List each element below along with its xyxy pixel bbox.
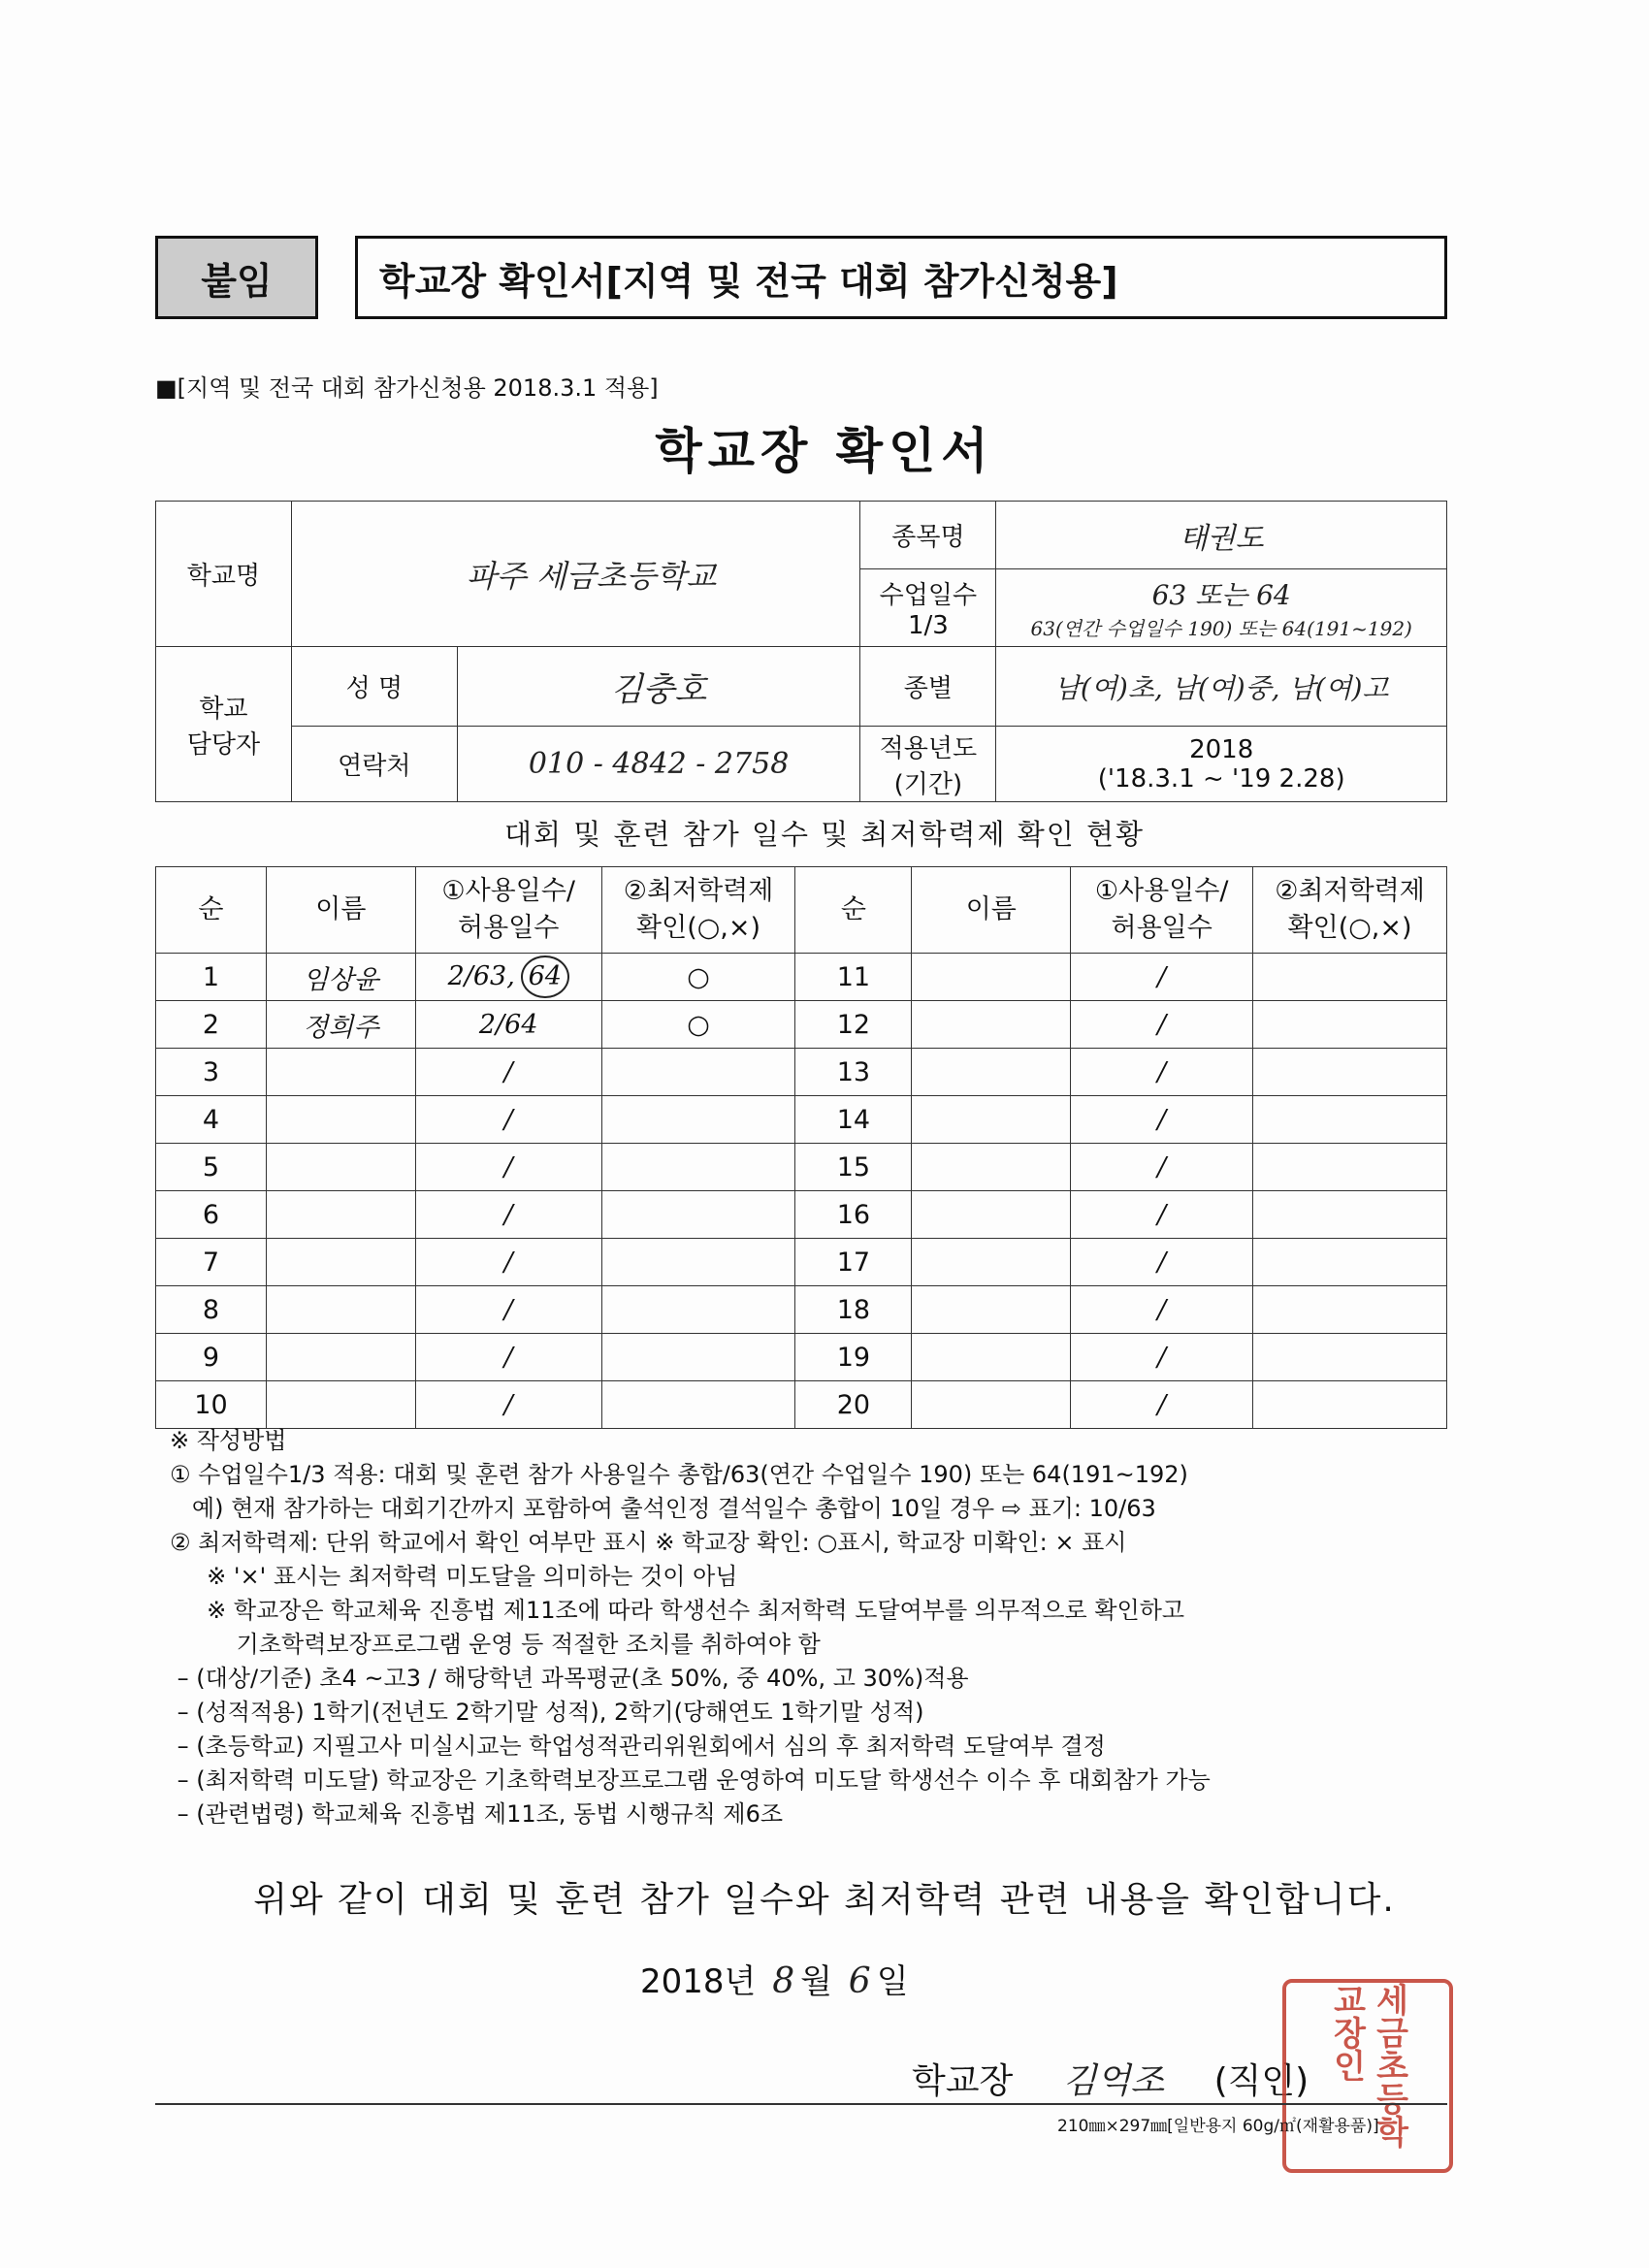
row-days	[415, 1049, 601, 1096]
row-no: 5	[156, 1144, 267, 1191]
note-line: ② 최저학력제: 단위 학교에서 확인 여부만 표시 ※ 학교장 확인: ○표시, 학교장 미확인: × 표시	[170, 1529, 1127, 1556]
row-days-value: 2/64	[478, 1009, 538, 1040]
row-no: 2	[156, 1001, 267, 1049]
table-row	[156, 1191, 1447, 1239]
col-days-right-line1: ①사용일수/	[1094, 876, 1229, 906]
row-name	[266, 1334, 415, 1381]
table-row	[156, 1239, 1447, 1286]
row-days	[415, 1001, 601, 1049]
row-days	[415, 1239, 601, 1286]
row-check	[1253, 1096, 1447, 1144]
row-check	[601, 1096, 795, 1144]
row-check	[1253, 1286, 1447, 1334]
row-name: 정희주	[266, 1001, 415, 1049]
row-no: 15	[795, 1144, 912, 1191]
subheader: ■[지역 및 전국 대회 참가신청용 2018.3.1 적용]	[155, 374, 659, 402]
col-name-right: 이름	[912, 867, 1071, 954]
date-month: 8	[772, 1961, 795, 2001]
row-no: 12	[795, 1001, 912, 1049]
note-line: – (초등학교) 지필고사 미실시교는 학업성적관리위원회에서 심의 후 최저학력 도달여부 결정	[170, 1733, 1106, 1760]
row-days-value: /	[503, 1199, 513, 1230]
row-name	[912, 1096, 1071, 1144]
event-value: 태권도	[996, 502, 1447, 569]
row-days	[415, 1334, 601, 1381]
row-check: ○	[601, 1001, 795, 1049]
note-line: – (성적적용) 1학기(전년도 2학기말 성적), 2학기(당해연도 1학기말 성적)	[170, 1699, 924, 1726]
row-check	[1253, 1191, 1447, 1239]
col-min-left	[601, 867, 795, 954]
note-line: – (최저학력 미도달) 학교장은 기초학력보장프로그램 운영하여 미도달 학생선수 이수 후 대회참가 가능	[170, 1766, 1211, 1794]
row-no: 6	[156, 1191, 267, 1239]
note-line: ※ 작성방법	[170, 1427, 287, 1454]
participation-table	[155, 866, 1447, 1429]
row-days: /	[1071, 954, 1253, 1001]
row-name	[912, 1191, 1071, 1239]
row-days	[415, 1144, 601, 1191]
col-min-right	[1253, 867, 1447, 954]
school-days-value-note: 63(연간 수업일수 190) 또는 64(191~192)	[1030, 617, 1412, 640]
row-check	[601, 1191, 795, 1239]
row-no: 13	[795, 1049, 912, 1096]
row-no: 3	[156, 1049, 267, 1096]
row-days-value: /	[503, 1294, 513, 1325]
year-label	[860, 727, 996, 802]
table-row	[156, 1049, 1447, 1096]
table-row	[156, 1096, 1447, 1144]
note-line: ① 수업일수1/3 적용: 대회 및 훈련 참가 사용일수 총합/63(연간 수업일수 190) 또는 64(191~192)	[170, 1461, 1188, 1488]
school-name-label: 학교명	[156, 502, 292, 647]
section-title: 대회 및 훈련 참가 일수 및 최저학력제 확인 현황	[503, 818, 1145, 851]
confirmation-statement: 위와 같이 대회 및 훈련 참가 일수와 최저학력 관련 내용을 확인합니다.	[253, 1880, 1396, 1920]
col-no-left: 순	[156, 867, 267, 954]
row-days-value: /	[503, 1104, 513, 1135]
row-name	[266, 1381, 415, 1429]
row-no: 18	[795, 1286, 912, 1334]
row-check	[1253, 1144, 1447, 1191]
row-no: 20	[795, 1381, 912, 1429]
note-line: 기초학력보장프로그램 운영 등 적절한 조치를 취하여야 함	[170, 1631, 821, 1658]
row-days: /	[1071, 1049, 1253, 1096]
staff-name-label: 성 명	[291, 647, 457, 727]
page-title: 학교장 확인서	[655, 423, 994, 479]
row-no: 10	[156, 1381, 267, 1429]
note-line: ※ '×' 표시는 최저학력 미도달을 의미하는 것이 아님	[170, 1563, 738, 1590]
table-row	[156, 1144, 1447, 1191]
row-days-value: /	[503, 1056, 513, 1087]
row-name	[912, 1334, 1071, 1381]
row-check	[601, 1381, 795, 1429]
col-no-right: 순	[795, 867, 912, 954]
row-name	[266, 1096, 415, 1144]
school-days-label-line2: 1/3	[907, 611, 949, 640]
row-days	[415, 1191, 601, 1239]
school-days-label-line1: 수업일수	[879, 581, 978, 610]
row-no: 16	[795, 1191, 912, 1239]
event-label: 종목명	[860, 502, 996, 569]
school-name-value: 파주 세금초등학교	[291, 502, 860, 647]
row-no: 14	[795, 1096, 912, 1144]
row-check	[1253, 1334, 1447, 1381]
row-name	[912, 1381, 1071, 1429]
principal-seal-label: (직인)	[1213, 2061, 1310, 2101]
table-header-row	[156, 867, 1447, 954]
year-label-line1: 적용년도	[879, 733, 978, 763]
school-days-value-main: 63 또는 64	[1151, 579, 1291, 611]
row-days: /	[1071, 1334, 1253, 1381]
year-label-line2: (기간)	[893, 769, 963, 799]
school-days-label	[860, 569, 996, 647]
row-no: 17	[795, 1239, 912, 1286]
date-line	[640, 1955, 909, 2002]
row-days: /	[1071, 1144, 1253, 1191]
year-value	[996, 727, 1447, 802]
row-check	[601, 1049, 795, 1096]
note-line: – (관련법령) 학교체육 진흥법 제11조, 동법 시행규칙 제6조	[170, 1800, 784, 1828]
staff-label-line1: 학교	[199, 694, 248, 724]
row-days: /	[1071, 1096, 1253, 1144]
row-check: ○	[601, 954, 795, 1001]
note-line: 예) 현재 참가하는 대회기간까지 포함하여 출석인정 결석일수 총합이 10일 경우 ⇨ 표기: 10/63	[170, 1495, 1156, 1522]
date-year-unit: 년	[724, 1962, 757, 2001]
row-name	[266, 1239, 415, 1286]
staff-label	[156, 647, 292, 802]
row-no: 19	[795, 1334, 912, 1381]
row-no: 11	[795, 954, 912, 1001]
col-min-left-line1: ②최저학력제	[623, 876, 774, 906]
row-days: /	[1071, 1286, 1253, 1334]
contact-value: 010 - 4842 - 2758	[457, 727, 860, 802]
staff-name-value: 김충호	[457, 647, 860, 727]
header-title: 학교장 확인서[지역 및 전국 대회 참가신청용]	[355, 236, 1447, 319]
row-days-circled: 64	[521, 956, 569, 998]
row-no: 7	[156, 1239, 267, 1286]
row-days-value: /	[503, 1342, 513, 1373]
row-days: /	[1071, 1381, 1253, 1429]
row-name: 임상윤	[266, 954, 415, 1001]
row-days: /	[1071, 1239, 1253, 1286]
row-name	[266, 1191, 415, 1239]
row-no: 1	[156, 954, 267, 1001]
row-days	[415, 954, 601, 1001]
note-line: ※ 학교장은 학교체육 진흥법 제11조에 따라 학생선수 최저학력 도달여부를 의무적으로 확인하고	[170, 1597, 1185, 1624]
row-name	[912, 1286, 1071, 1334]
instructions	[170, 1424, 1460, 1831]
table-row	[156, 1334, 1447, 1381]
row-days	[415, 1096, 601, 1144]
row-name	[266, 1286, 415, 1334]
col-days-left-line2: 허용일수	[458, 913, 560, 943]
table-row	[156, 1381, 1447, 1429]
row-check	[1253, 954, 1447, 1001]
row-check	[601, 1144, 795, 1191]
row-check	[601, 1286, 795, 1334]
date-year: 2018	[640, 1962, 725, 2001]
col-days-right	[1071, 867, 1253, 954]
col-min-left-line2: 확인(○,×)	[636, 913, 761, 943]
contact-label: 연락처	[291, 727, 457, 802]
date-day: 6	[848, 1961, 871, 2001]
row-name	[266, 1049, 415, 1096]
row-name	[912, 1239, 1071, 1286]
col-min-right-line2: 확인(○,×)	[1287, 913, 1412, 943]
staff-label-line2: 담당자	[186, 729, 261, 760]
row-no: 8	[156, 1286, 267, 1334]
col-days-right-line2: 허용일수	[1111, 913, 1212, 943]
school-days-value	[996, 569, 1447, 647]
col-days-left-line1: ①사용일수/	[441, 876, 576, 906]
date-day-unit: 일	[876, 1962, 909, 2001]
row-check	[1253, 1381, 1447, 1429]
row-days-value: /	[503, 1247, 513, 1278]
principal-signature: 김억조	[1062, 2061, 1165, 2101]
date-month-unit: 월	[800, 1962, 832, 2001]
row-days	[415, 1381, 601, 1429]
year-value-line2: ('18.3.1 ~ '19 2.28)	[1097, 763, 1345, 794]
principal-label: 학교장	[912, 2061, 1014, 2101]
row-days-value: /	[503, 1389, 513, 1420]
row-name	[912, 1049, 1071, 1096]
row-no: 9	[156, 1334, 267, 1381]
attachment-tag: 붙임	[155, 236, 318, 319]
row-name	[912, 954, 1071, 1001]
row-days: /	[1071, 1001, 1253, 1049]
row-check	[1253, 1239, 1447, 1286]
official-seal: 세금초등학교장인	[1282, 1979, 1453, 2173]
row-days-value: /	[503, 1151, 513, 1183]
col-name-left: 이름	[266, 867, 415, 954]
note-line: – (대상/기준) 초4 ~고3 / 해당학년 과목평균(초 50%, 중 40%, 고 30%)적용	[170, 1665, 969, 1692]
category-label: 종별	[860, 647, 996, 727]
row-check	[1253, 1001, 1447, 1049]
row-name	[912, 1001, 1071, 1049]
row-days-value: 2/63,	[447, 961, 515, 991]
row-check	[601, 1334, 795, 1381]
row-name	[266, 1144, 415, 1191]
year-value-line1: 2018	[1189, 734, 1254, 764]
col-min-right-line1: ②최저학력제	[1275, 876, 1425, 906]
col-days-left	[415, 867, 601, 954]
row-days	[415, 1286, 601, 1334]
table-row	[156, 954, 1447, 1001]
row-check	[601, 1239, 795, 1286]
table-row	[156, 1001, 1447, 1049]
row-no: 4	[156, 1096, 267, 1144]
row-check	[1253, 1049, 1447, 1096]
paper-spec: 210㎜×297㎜[일반용지 60g/㎡(재활용품)]	[1057, 2117, 1379, 2136]
principal-line	[912, 2054, 1309, 2103]
category-value: 남(여)초, 남(여)중, 남(여)고	[996, 647, 1447, 727]
row-days: /	[1071, 1191, 1253, 1239]
row-name	[912, 1144, 1071, 1191]
table-row	[156, 1286, 1447, 1334]
divider	[155, 2103, 1447, 2105]
school-info-table	[155, 501, 1447, 802]
